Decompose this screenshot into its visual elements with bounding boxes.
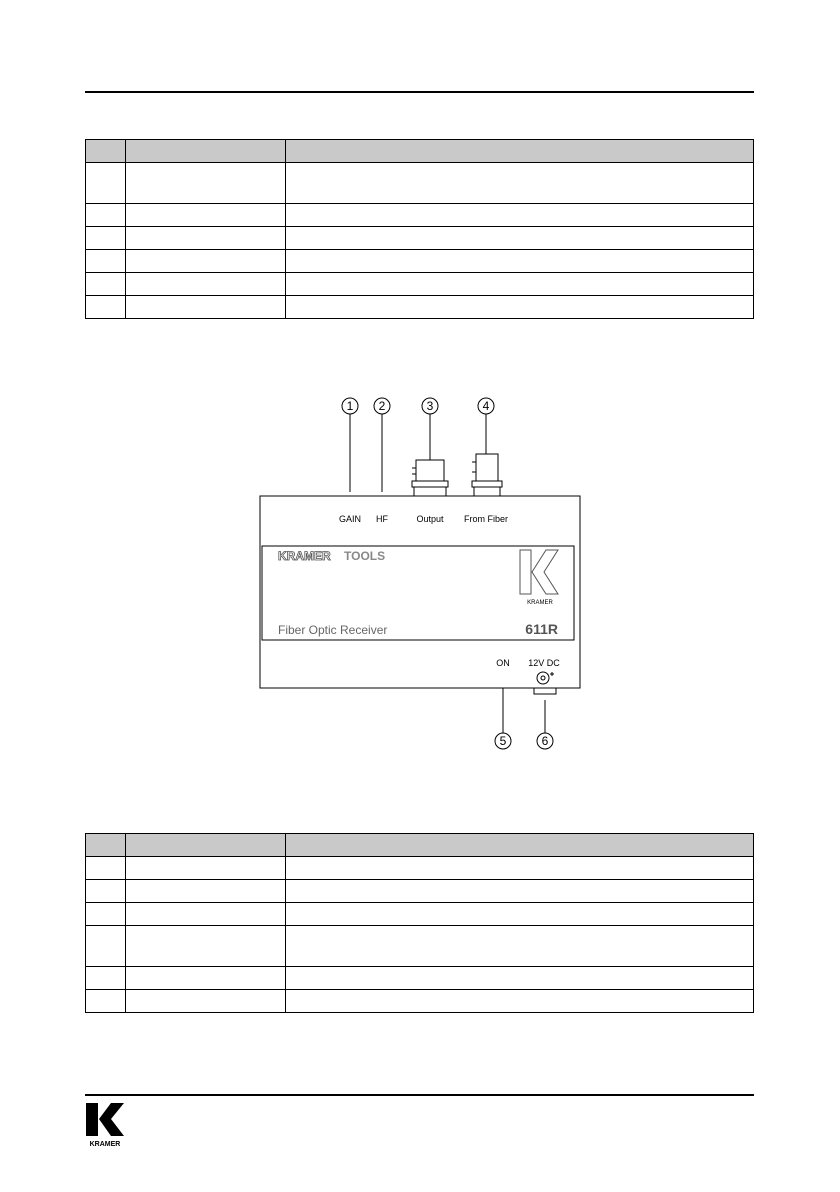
table-row xyxy=(86,250,754,273)
fiber-input-connector xyxy=(472,454,502,497)
svg-text:1: 1 xyxy=(346,399,354,413)
callout-1 xyxy=(342,398,358,414)
kramer-brand-text: KRAMER xyxy=(278,549,331,563)
cell-function xyxy=(286,880,754,903)
feature-table-top xyxy=(85,139,754,319)
cell-num xyxy=(86,903,126,926)
gain-label: GAIN xyxy=(338,514,362,524)
cell-function xyxy=(286,926,754,967)
table-row xyxy=(86,857,754,880)
svg-text:KRAMER: KRAMER xyxy=(527,600,553,606)
cell-num xyxy=(86,880,126,903)
model-number: 611R xyxy=(525,621,558,637)
svg-text:5: 5 xyxy=(499,734,507,748)
feature-table-bottom xyxy=(85,833,754,1013)
header-function xyxy=(286,834,754,857)
cell-num xyxy=(86,250,126,273)
from-fiber-label: From Fiber xyxy=(463,514,509,524)
cell-num xyxy=(86,227,126,250)
callout-2 xyxy=(374,398,390,414)
cell-num xyxy=(86,163,126,204)
cell-num xyxy=(86,296,126,319)
cell-function xyxy=(286,967,754,990)
header-num xyxy=(86,140,126,163)
cell-feature xyxy=(126,273,286,296)
header-feature xyxy=(126,834,286,857)
cell-feature xyxy=(126,204,286,227)
cell-function xyxy=(286,204,754,227)
cell-feature xyxy=(126,967,286,990)
power-label: 12V DC xyxy=(528,658,560,668)
table-row xyxy=(86,227,754,250)
table-row xyxy=(86,204,754,227)
output-bnc-connector xyxy=(412,460,448,497)
table-row xyxy=(86,880,754,903)
cell-feature xyxy=(126,926,286,967)
header-rule xyxy=(85,91,754,93)
header-feature xyxy=(126,140,286,163)
cell-num xyxy=(86,990,126,1013)
on-label: ON xyxy=(496,658,510,668)
cell-function xyxy=(286,296,754,319)
table-row xyxy=(86,163,754,204)
cell-function xyxy=(286,273,754,296)
cell-feature xyxy=(126,163,286,204)
cell-function xyxy=(286,990,754,1013)
header-function xyxy=(286,140,754,163)
table-row xyxy=(86,990,754,1013)
callout-6 xyxy=(537,733,553,749)
callout-5 xyxy=(495,733,511,749)
cell-function xyxy=(286,857,754,880)
header-num xyxy=(86,834,126,857)
cell-feature xyxy=(126,880,286,903)
footer-rule xyxy=(85,1094,754,1096)
table-row xyxy=(86,903,754,926)
callout-3 xyxy=(422,398,438,414)
cell-num xyxy=(86,204,126,227)
cell-num xyxy=(86,857,126,880)
svg-text:6: 6 xyxy=(541,734,549,748)
device-diagram xyxy=(240,388,600,750)
callout-4 xyxy=(478,398,494,414)
output-label: Output xyxy=(416,514,444,524)
table-row xyxy=(86,273,754,296)
svg-text:2: 2 xyxy=(378,399,386,413)
cell-function xyxy=(286,903,754,926)
cell-feature xyxy=(126,227,286,250)
cell-num xyxy=(86,967,126,990)
cell-feature xyxy=(126,903,286,926)
product-name: Fiber Optic Receiver xyxy=(278,623,388,637)
table-header-row xyxy=(86,140,754,163)
cell-num xyxy=(86,273,126,296)
table-row xyxy=(86,967,754,990)
hf-label: HF xyxy=(376,514,388,524)
cell-num xyxy=(86,926,126,967)
cell-function xyxy=(286,163,754,204)
svg-text:KRAMER: KRAMER xyxy=(89,1141,121,1148)
cell-feature xyxy=(126,857,286,880)
svg-text:4: 4 xyxy=(482,399,490,413)
cell-feature xyxy=(126,296,286,319)
table-row xyxy=(86,296,754,319)
cell-feature xyxy=(126,250,286,273)
cell-function xyxy=(286,227,754,250)
kramer-footer-logo-icon xyxy=(85,1102,125,1148)
cell-function xyxy=(286,250,754,273)
svg-text:3: 3 xyxy=(426,399,434,413)
table-row xyxy=(86,926,754,967)
tools-brand-text: TOOLS xyxy=(344,549,386,563)
table-header-row xyxy=(86,834,754,857)
cell-feature xyxy=(126,990,286,1013)
